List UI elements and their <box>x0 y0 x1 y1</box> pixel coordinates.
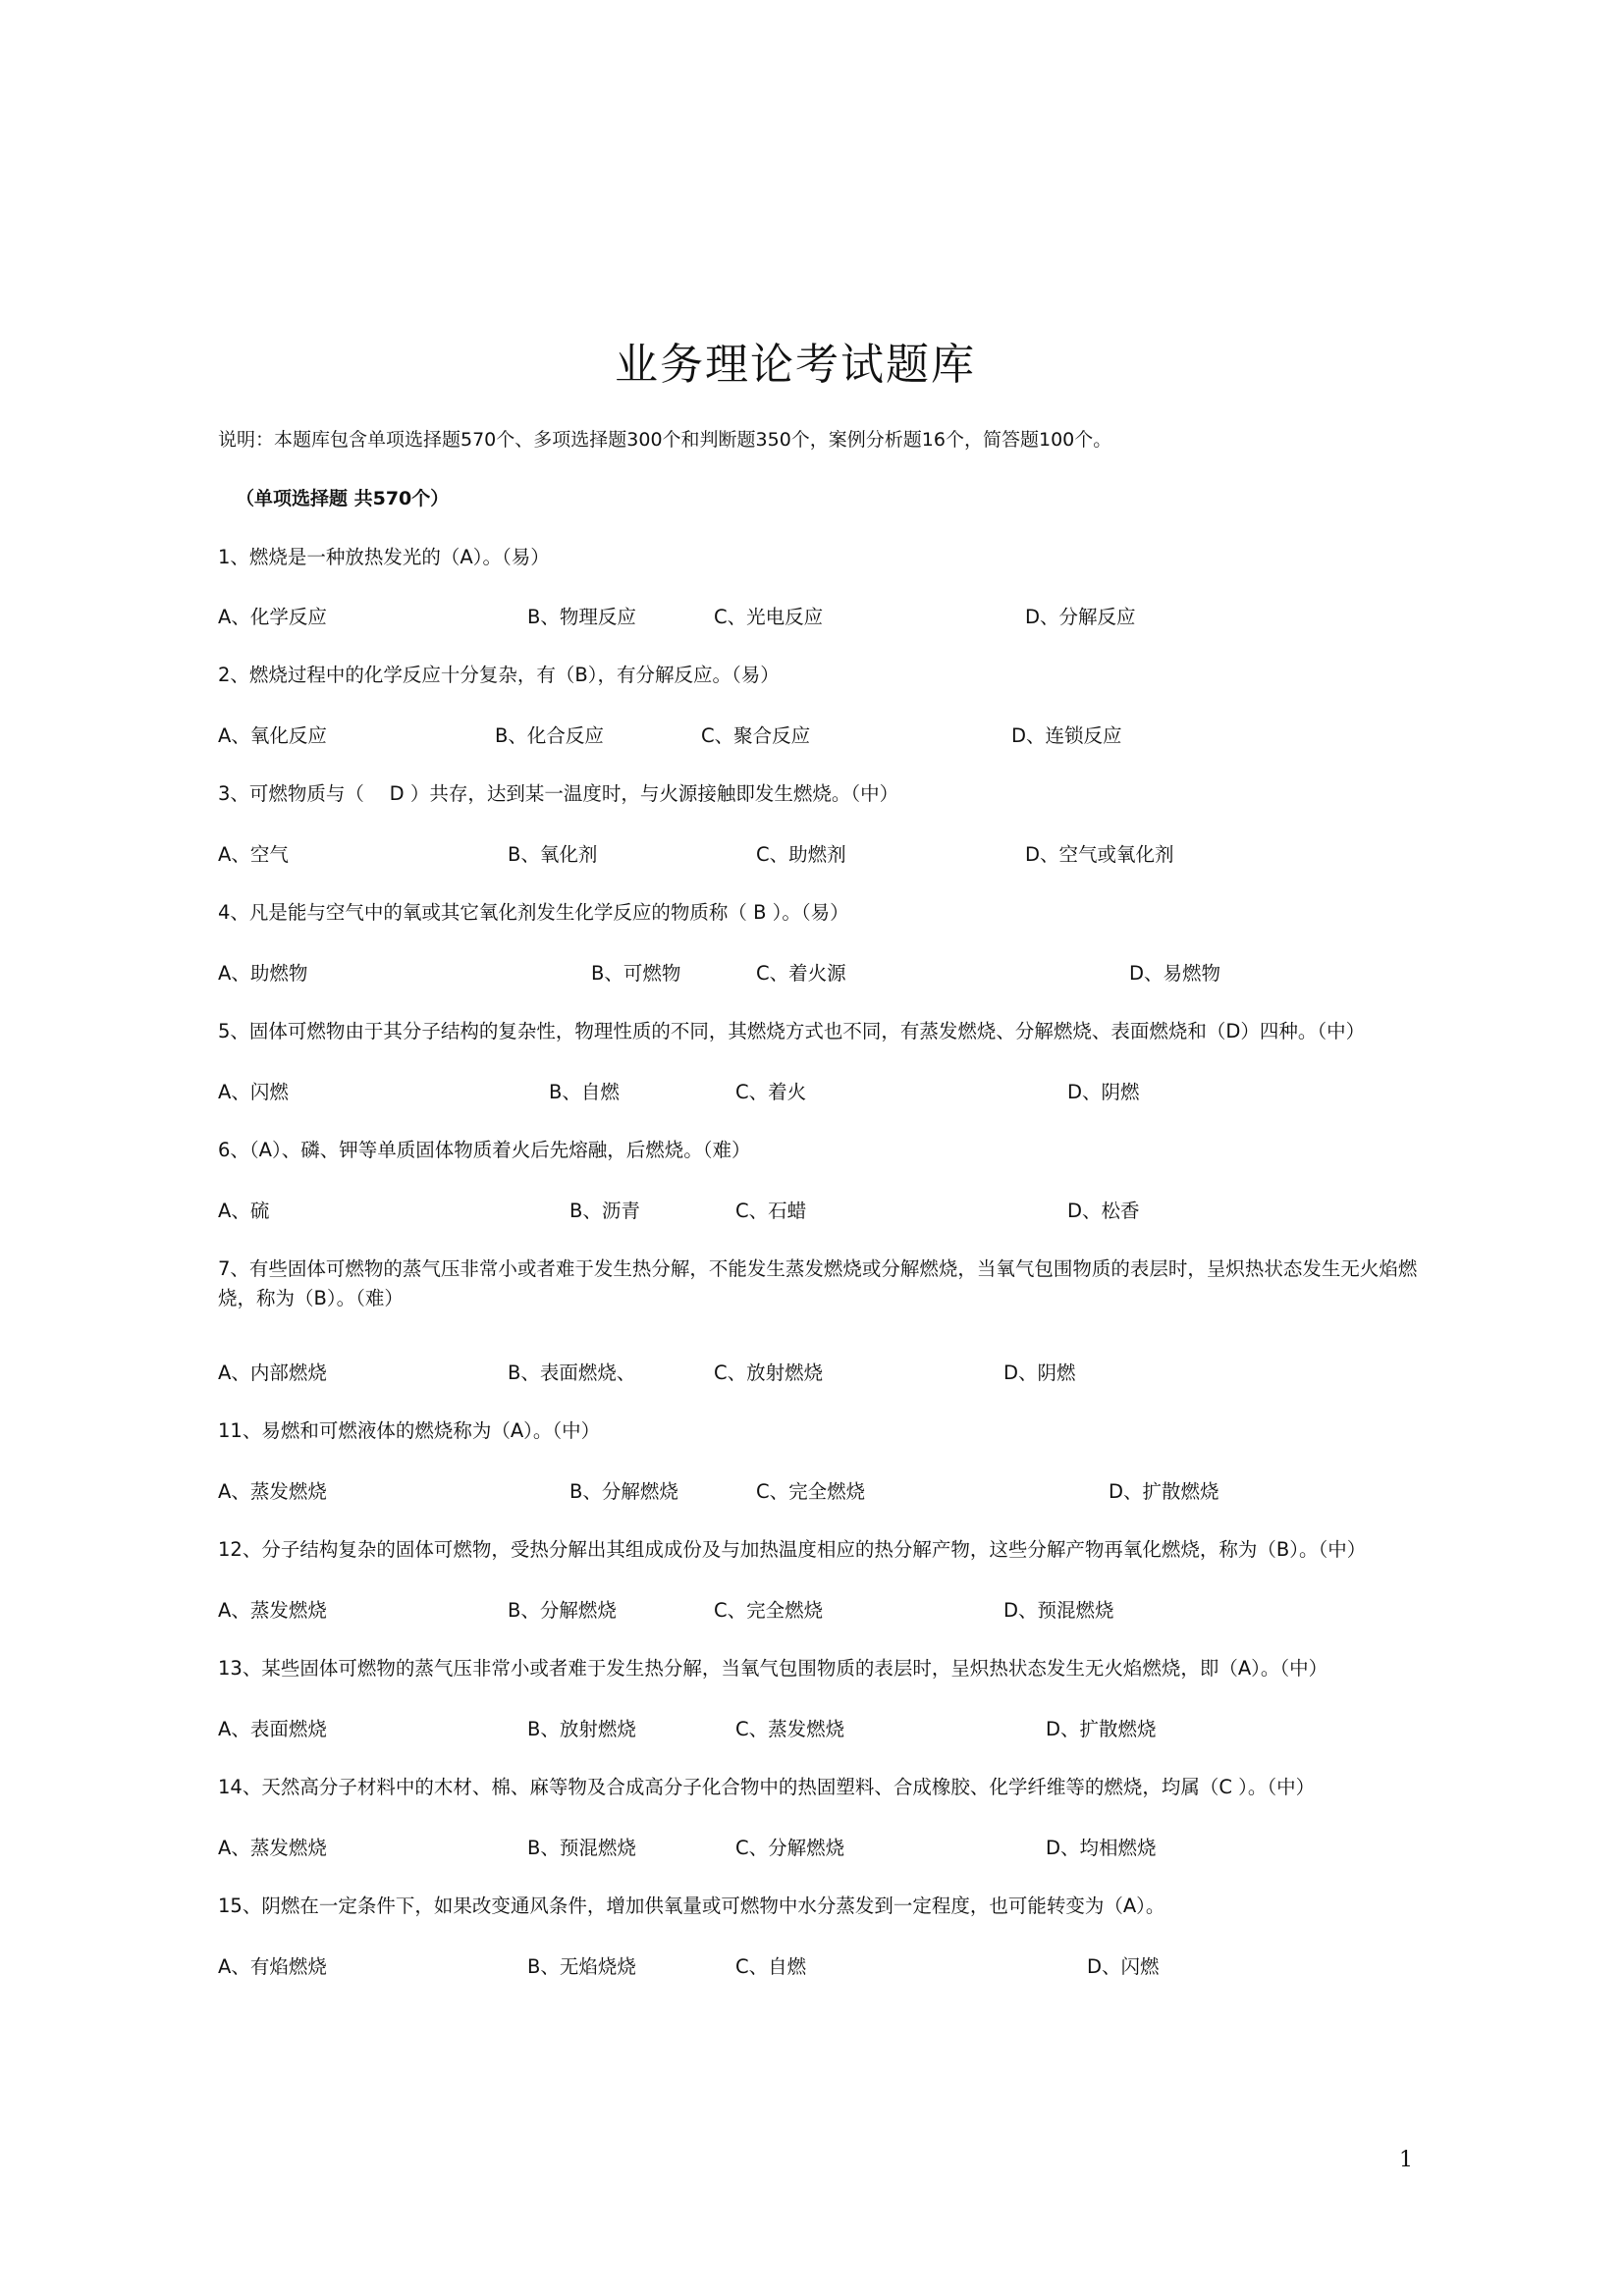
option-b: B、自燃 <box>549 1081 620 1103</box>
question-text: 12、分子结构复杂的固体可燃物，受热分解出其组成成份及与加热温度相应的热分解产物，这些分解产物再氧化燃烧，称为（B）。（中） <box>218 1538 1367 1561</box>
option-b: B、物理反应 <box>527 606 636 628</box>
options-row <box>218 1358 1426 1387</box>
option-a: A、化学反应 <box>218 606 327 628</box>
option-c: C、完全燃烧 <box>714 1599 824 1622</box>
option-c: C、光电反应 <box>714 606 824 628</box>
option-d: D、易燃物 <box>1129 962 1221 985</box>
option-d: D、扩散燃烧 <box>1109 1480 1219 1503</box>
option-b: B、化合反应 <box>495 724 604 747</box>
option-d: D、连锁反应 <box>1011 724 1122 747</box>
options-row <box>218 1714 1426 1743</box>
option-b: B、无焰烧烧 <box>527 1955 636 1978</box>
options-row <box>218 1476 1426 1506</box>
option-c: C、着火源 <box>756 962 846 985</box>
question-text: 6、（A）、磷、钾等单质固体物质着火后先熔融，后燃烧。（难） <box>218 1139 751 1161</box>
option-c: C、聚合反应 <box>701 724 811 747</box>
question-text: 15、阴燃在一定条件下，如果改变通风条件，增加供氧量或可燃物中水分蒸发到一定程度，也可能转变为（A）。 <box>218 1895 1165 1917</box>
option-a: A、闪燃 <box>218 1081 289 1103</box>
option-d: D、松香 <box>1067 1200 1140 1222</box>
question-text: 2、燃烧过程中的化学反应十分复杂，有（B），有分解反应。（易） <box>218 664 780 686</box>
option-a: A、空气 <box>218 843 289 866</box>
options-row <box>218 1196 1426 1225</box>
options-row <box>218 602 1426 631</box>
options-row <box>218 1951 1426 1981</box>
options-row <box>218 721 1426 750</box>
option-c: C、自燃 <box>735 1955 807 1978</box>
options-row <box>218 839 1426 869</box>
option-a: A、蒸发燃烧 <box>218 1480 327 1503</box>
option-d: D、均相燃烧 <box>1046 1837 1157 1859</box>
document-title: 业务理论考试题库 <box>615 340 976 390</box>
question-text: 14、天然高分子材料中的木材、棉、麻等物及合成高分子化合物中的热固塑料、合成橡胶、化学纤维等的燃烧，均属（C ）。（中） <box>218 1776 1316 1798</box>
question-text: 4、凡是能与空气中的氧或其它氧化剂发生化学反应的物质称（ B ）。（易） <box>218 901 849 924</box>
option-d: D、闪燃 <box>1087 1955 1160 1978</box>
option-b: B、可燃物 <box>591 962 681 985</box>
option-a: A、表面燃烧 <box>218 1718 327 1740</box>
option-a: A、氧化反应 <box>218 724 327 747</box>
option-b: B、分解燃烧 <box>569 1480 678 1503</box>
options-row <box>218 1595 1426 1625</box>
option-d: D、扩散燃烧 <box>1046 1718 1157 1740</box>
section-heading: （单项选择题 共570个） <box>236 488 450 509</box>
question-text: 11、易燃和可燃液体的燃烧称为（A）。（中） <box>218 1419 601 1442</box>
option-d: D、空气或氧化剂 <box>1025 843 1174 866</box>
option-d: D、预混燃烧 <box>1003 1599 1114 1622</box>
option-a: A、蒸发燃烧 <box>218 1599 327 1622</box>
question-text: 1、燃烧是一种放热发光的（A）。（易） <box>218 546 550 568</box>
option-c: C、着火 <box>735 1081 807 1103</box>
option-b: B、沥青 <box>569 1200 640 1222</box>
option-c: C、分解燃烧 <box>735 1837 845 1859</box>
question-text: 3、可燃物质与（ D ）共存，达到某一温度时，与火源接触即发生燃烧。（中） <box>218 782 899 805</box>
option-c: C、蒸发燃烧 <box>735 1718 845 1740</box>
question-text: 13、某些固体可燃物的蒸气压非常小或者难于发生热分解，当氧气包围物质的表层时，呈炽热状态发生无火焰燃烧，即（A）。（中） <box>218 1657 1328 1680</box>
option-c: C、完全燃烧 <box>756 1480 866 1503</box>
option-a: A、蒸发燃烧 <box>218 1837 327 1859</box>
option-b: B、表面燃烧、 <box>508 1362 636 1384</box>
question-text: 7、有些固体可燃物的蒸气压非常小或者难于发生热分解，不能发生蒸发燃烧或分解燃烧，当氧气包围物质的表层时，呈炽热状态发生无火焰燃烧，称为（B）。（难） <box>218 1257 1418 1309</box>
intro-text: 说明：本题库包含单项选择题570个、多项选择题300个和判断题350个，案例分析题16个，简答题100个。 <box>218 429 1112 451</box>
option-a: A、有焰燃烧 <box>218 1955 327 1978</box>
option-a: A、硫 <box>218 1200 270 1222</box>
options-row <box>218 1833 1426 1862</box>
option-c: C、助燃剂 <box>756 843 846 866</box>
options-row <box>218 958 1426 988</box>
option-a: A、内部燃烧 <box>218 1362 327 1384</box>
page-number: 1 <box>1399 2148 1413 2172</box>
option-b: B、氧化剂 <box>508 843 598 866</box>
option-b: B、放射燃烧 <box>527 1718 636 1740</box>
option-b: B、预混燃烧 <box>527 1837 636 1859</box>
option-c: C、放射燃烧 <box>714 1362 824 1384</box>
option-b: B、分解燃烧 <box>508 1599 617 1622</box>
option-d: D、分解反应 <box>1025 606 1136 628</box>
option-c: C、石蜡 <box>735 1200 807 1222</box>
option-d: D、阴燃 <box>1003 1362 1076 1384</box>
question-text: 5、固体可燃物由于其分子结构的复杂性，物理性质的不同，其燃烧方式也不同，有蒸发燃烧、分解燃烧、表面燃烧和（D）四种。（中） <box>218 1020 1366 1042</box>
option-a: A、助燃物 <box>218 962 308 985</box>
options-row <box>218 1077 1426 1106</box>
option-d: D、阴燃 <box>1067 1081 1140 1103</box>
